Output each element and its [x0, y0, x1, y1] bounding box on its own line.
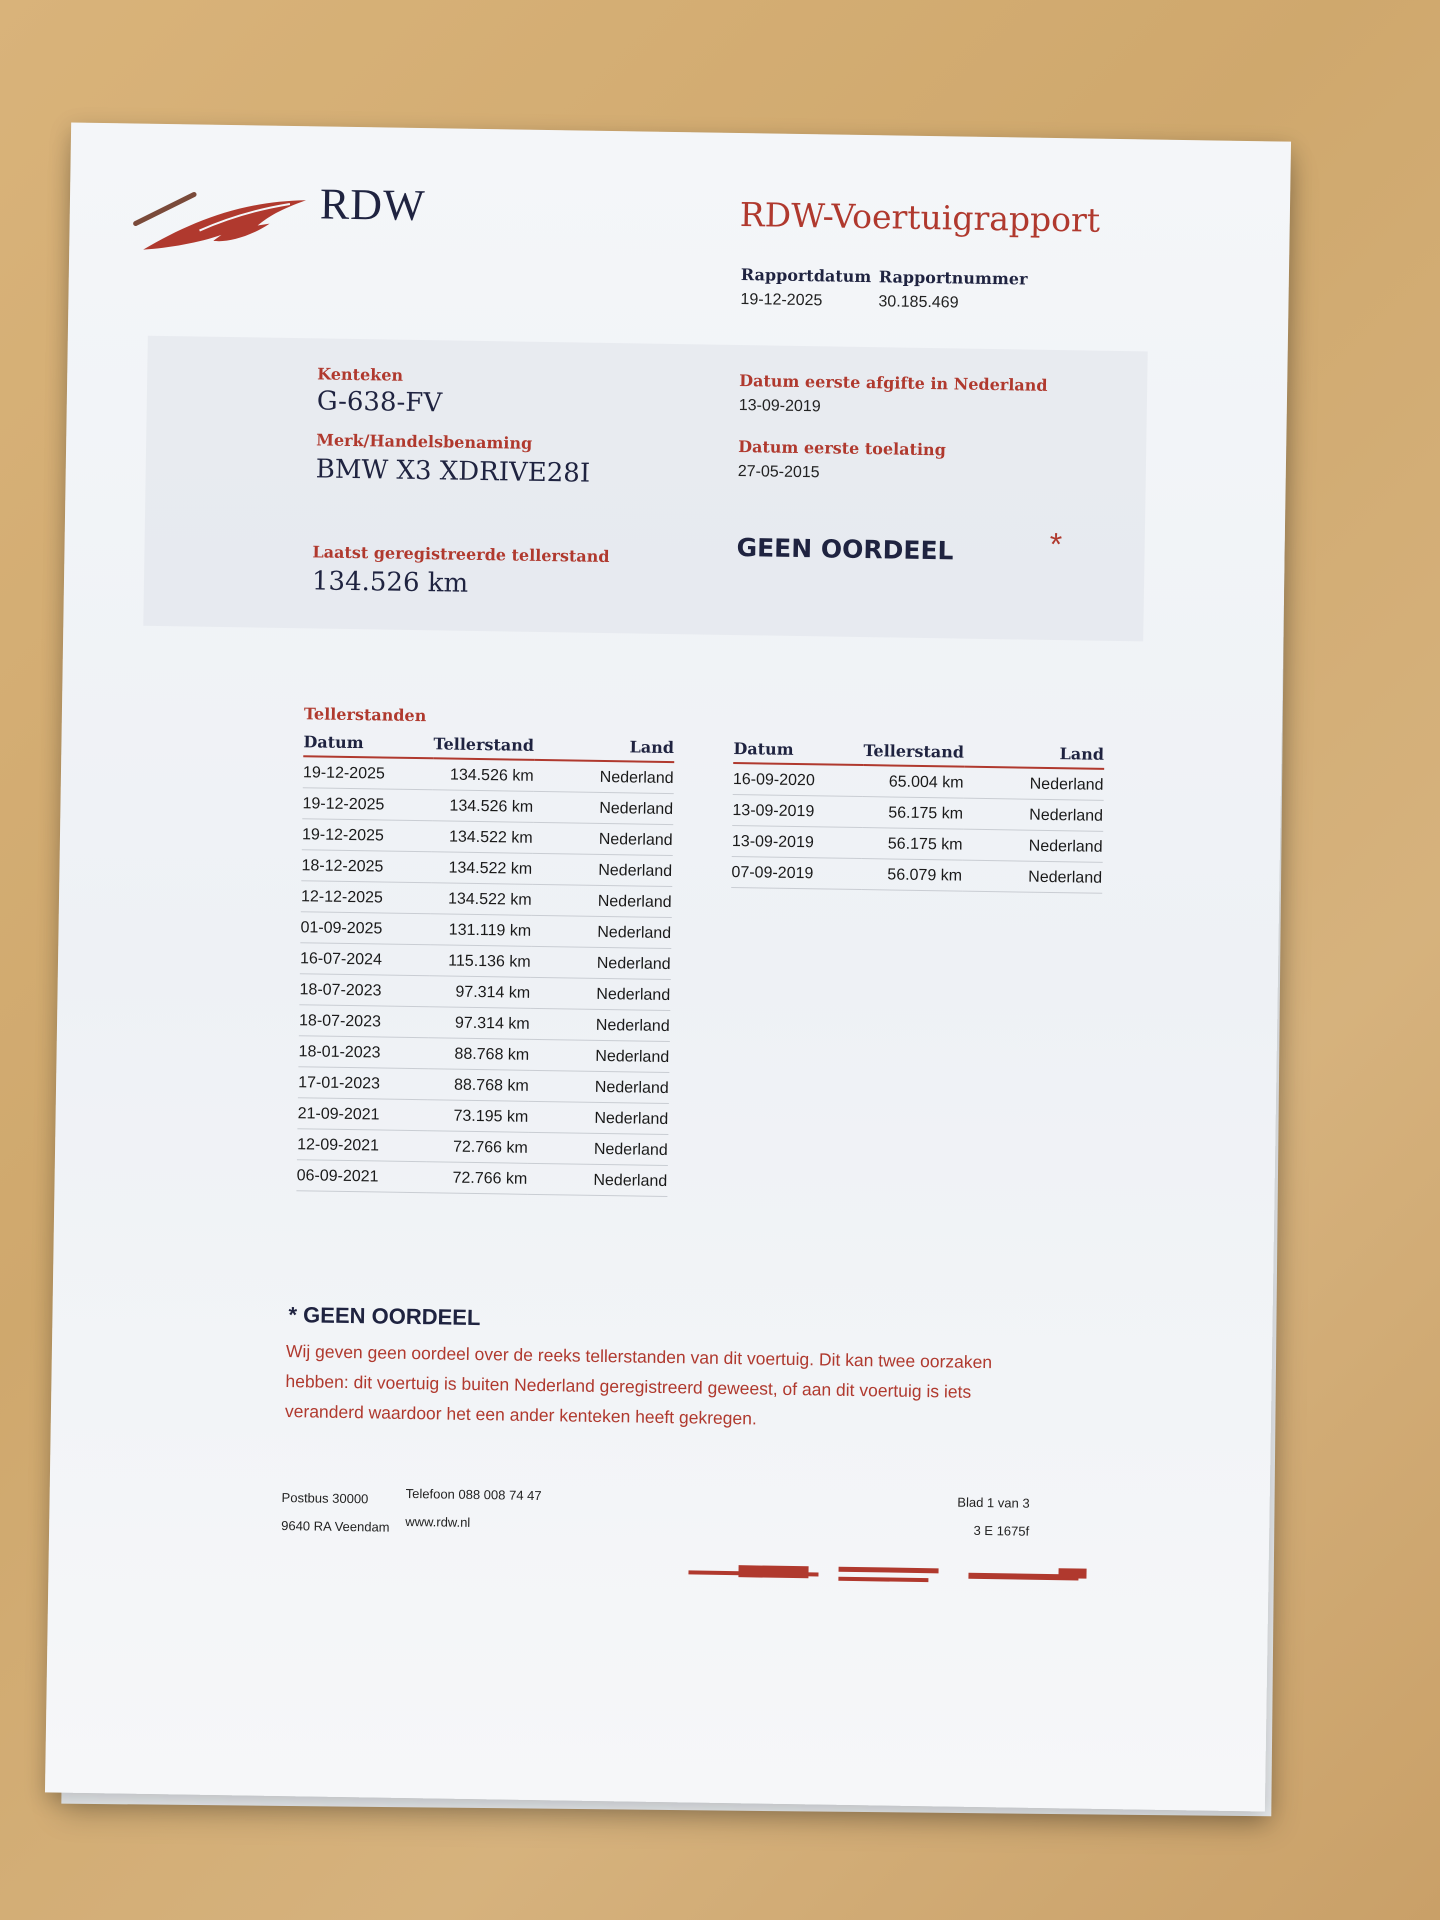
- kenteken-label: Kenteken: [317, 364, 404, 385]
- merk-value: BMW X3 XDRIVE28I: [315, 454, 591, 489]
- decor-stripe: [738, 1565, 808, 1578]
- col-datum: Datum: [733, 737, 863, 765]
- toelating-value: 27-05-2015: [737, 463, 820, 482]
- footer-telefoon: Telefoon 088 008 74 47: [405, 1485, 542, 1504]
- report-title: RDW-Voertuigrapport: [739, 195, 1101, 240]
- kenteken-value: G-638-FV: [316, 386, 443, 419]
- tellerstanden-title: Tellerstanden: [303, 704, 427, 726]
- note-title: * GEEN OORDEEL: [288, 1302, 481, 1331]
- cell-datum: 13-09-2019: [732, 794, 862, 827]
- cell-land: Nederland: [533, 791, 673, 824]
- cell-tellerstand: 134.526 km: [433, 758, 534, 791]
- decor-stripe: [838, 1577, 928, 1582]
- cell-datum: 18-07-2023: [299, 974, 429, 1007]
- cell-datum: 17-01-2023: [298, 1067, 428, 1100]
- cell-datum: 19-12-2025: [303, 756, 433, 790]
- merk-label: Merk/Handelsbenaming: [316, 430, 533, 453]
- cell-tellerstand: 97.314 km: [429, 976, 530, 1009]
- cell-tellerstand: 131.119 km: [430, 914, 531, 947]
- cell-datum: 12-12-2025: [301, 881, 431, 914]
- cell-land: Nederland: [963, 798, 1103, 831]
- cell-land: Nederland: [529, 1008, 669, 1041]
- cell-tellerstand: 134.522 km: [431, 852, 532, 885]
- table-row: [731, 856, 1102, 893]
- cell-datum: 19-12-2025: [302, 788, 432, 821]
- cell-tellerstand: 72.766 km: [426, 1162, 527, 1195]
- cell-tellerstand: 56.175 km: [862, 828, 963, 861]
- cell-tellerstand: 134.522 km: [432, 821, 533, 854]
- cell-tellerstand: 56.079 km: [861, 859, 962, 892]
- col-land: Land: [534, 734, 674, 762]
- afgifte-value: 13-09-2019: [738, 397, 821, 416]
- report-page: [45, 123, 1291, 1812]
- cell-land: Nederland: [528, 1070, 668, 1103]
- teller-label: Laatst geregistreerde tellerstand: [312, 542, 610, 567]
- cell-land: Nederland: [532, 822, 672, 855]
- cell-tellerstand: 134.522 km: [431, 883, 532, 916]
- cell-land: Nederland: [531, 915, 671, 948]
- rapportnummer-value: 30.185.469: [878, 293, 959, 312]
- footer-blad: Blad 1 van 3: [957, 1494, 1030, 1511]
- tellerstanden-table-left: [296, 730, 674, 1197]
- note-text: Wij geven geen oordeel over de reeks tellerstanden van dit voertuig. Dit kan twee oorzaken hebben: dit voertuig is buiten Nederland geregistreerd geweest, of aan dit voertuig is iets veranderd waardoor het een ander kenteken heeft gekregen.: [284, 1341, 993, 1429]
- rapportdatum-value: 19-12-2025: [740, 291, 823, 310]
- cell-land: Nederland: [530, 946, 670, 979]
- cell-tellerstand: 56.175 km: [862, 797, 963, 830]
- cell-tellerstand: 88.768 km: [428, 1038, 529, 1071]
- cell-land: Nederland: [533, 760, 673, 794]
- footer-code: 3 E 1675f: [973, 1522, 1030, 1539]
- col-datum: Datum: [303, 730, 433, 758]
- cell-land: Nederland: [528, 1132, 668, 1165]
- cell-land: Nederland: [527, 1163, 667, 1196]
- cell-datum: 19-12-2025: [302, 819, 432, 852]
- cell-tellerstand: 134.526 km: [432, 790, 533, 823]
- cell-datum: 16-07-2024: [300, 943, 430, 976]
- table-row: [296, 1160, 667, 1197]
- cell-land: Nederland: [528, 1101, 668, 1134]
- col-tellerstand: Tellerstand: [863, 739, 964, 767]
- cell-land: Nederland: [529, 1039, 669, 1072]
- cell-land: Nederland: [532, 853, 672, 886]
- cell-datum: 18-07-2023: [299, 1005, 429, 1038]
- toelating-label: Datum eerste toelating: [738, 437, 946, 460]
- teller-value: 134.526 km: [311, 566, 469, 599]
- oordeel-asterisk: *: [1049, 525, 1063, 563]
- cell-tellerstand: 65.004 km: [863, 765, 964, 798]
- cell-land: Nederland: [962, 829, 1102, 862]
- cell-tellerstand: 88.768 km: [428, 1069, 529, 1102]
- rapportnummer-label: Rapportnummer: [878, 267, 1028, 289]
- col-tellerstand: Tellerstand: [433, 732, 534, 760]
- cell-land: Nederland: [962, 860, 1102, 893]
- oordeel-verdict: GEEN OORDEEL: [736, 533, 954, 566]
- cell-land: Nederland: [963, 767, 1103, 801]
- org-name: RDW: [319, 179, 426, 231]
- cell-datum: 13-09-2019: [732, 825, 862, 858]
- cell-datum: 06-09-2021: [296, 1160, 426, 1193]
- footer-postbus: Postbus 30000: [281, 1489, 369, 1507]
- cell-tellerstand: 73.195 km: [427, 1100, 528, 1133]
- rdw-feather-logo-icon: [129, 163, 310, 256]
- col-land: Land: [964, 741, 1104, 769]
- cell-datum: 18-01-2023: [298, 1036, 428, 1069]
- cell-datum: 16-09-2020: [733, 763, 863, 797]
- footer-website[interactable]: www.rdw.nl: [405, 1513, 471, 1530]
- cell-tellerstand: 72.766 km: [427, 1131, 528, 1164]
- footer-city: 9640 RA Veendam: [281, 1517, 390, 1535]
- cell-land: Nederland: [531, 884, 671, 917]
- cell-datum: 21-09-2021: [297, 1098, 427, 1131]
- decor-stripe: [839, 1567, 939, 1574]
- afgifte-label: Datum eerste afgifte in Nederland: [739, 371, 1048, 395]
- tellerstanden-table-right: [731, 737, 1104, 894]
- cell-datum: 07-09-2019: [731, 856, 861, 889]
- cell-datum: 12-09-2021: [297, 1129, 427, 1162]
- cell-tellerstand: 97.314 km: [429, 1007, 530, 1040]
- cell-datum: 18-12-2025: [301, 850, 431, 883]
- cell-datum: 01-09-2025: [300, 912, 430, 945]
- cell-land: Nederland: [530, 977, 670, 1010]
- cell-tellerstand: 115.136 km: [430, 945, 531, 978]
- decor-stripe: [1058, 1568, 1086, 1578]
- rapportdatum-label: Rapportdatum: [740, 265, 872, 287]
